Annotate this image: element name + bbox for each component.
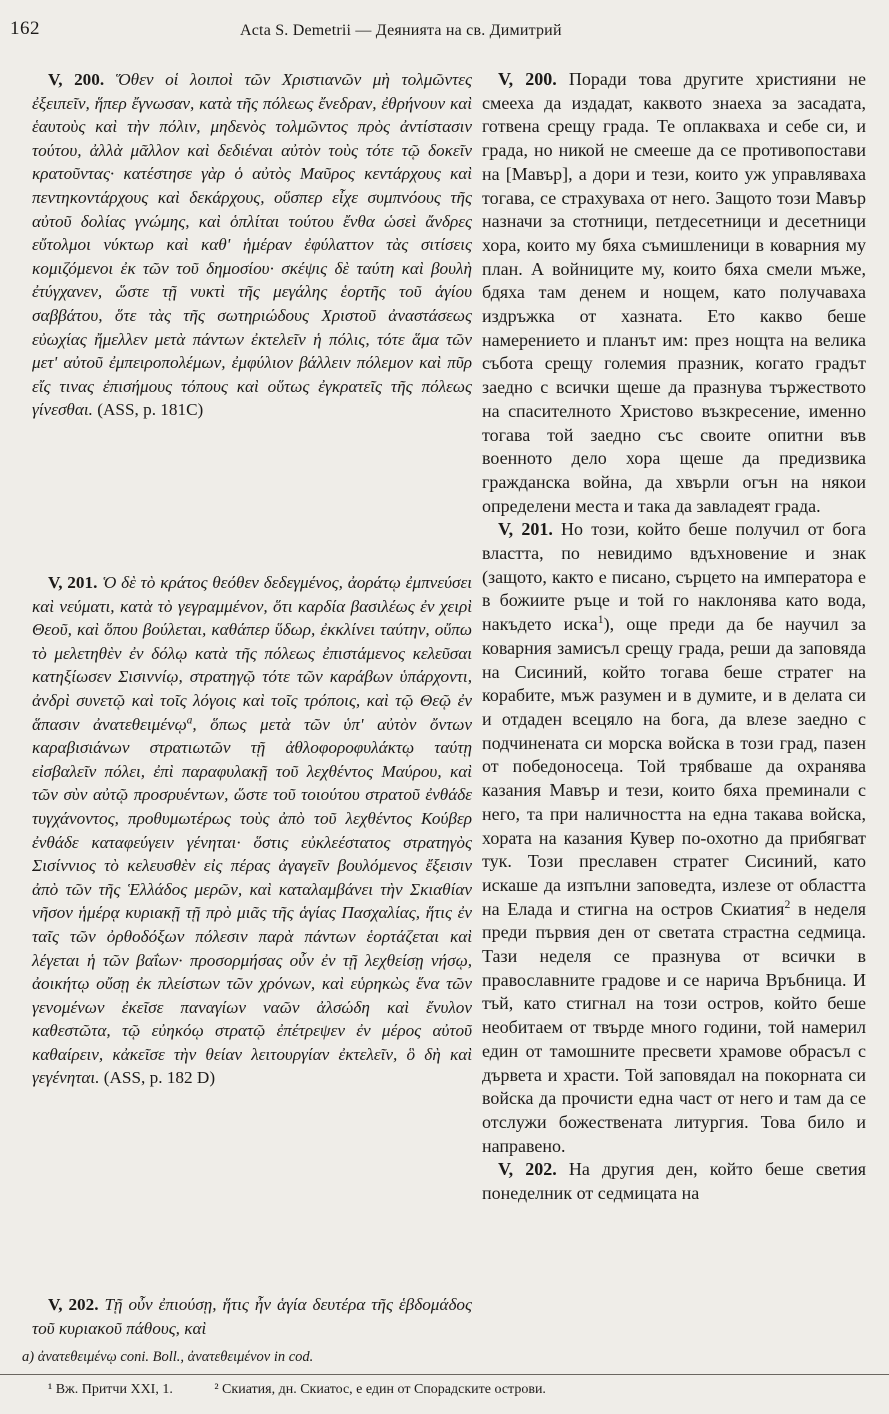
running-head: Acta S. Demetrii — Деянията на св. Димитрий	[240, 22, 562, 39]
greek-paragraph-202	[32, 1293, 472, 1340]
page-number: 162	[10, 18, 40, 39]
greek-paragraph-200	[32, 68, 472, 422]
paragraph-label: V, 201.	[498, 519, 553, 540]
footnotes	[48, 1382, 888, 1398]
bulgarian-paragraph-202	[482, 1158, 866, 1205]
footnote-divider	[0, 1374, 889, 1375]
paragraph-text-continued: в неделя преди първия ден от светата страстна седмица. Тази неделя се празнува от всички в православните градове и се нарича Връбница. И тъй, като стигнал на този остров, който беше необитаем от твърде много години, той намерил един от тамошните пресвети храмове обрасъл с дървета и храсти. Той заповядал на покорната си войска да прочисти една част от него и там да се отслужи божествената литургия. Това било и направено.	[482, 898, 866, 1156]
source-reference: (ASS, p. 181C)	[97, 400, 204, 420]
apparatus-marker: a	[186, 713, 193, 726]
bulgarian-column	[482, 68, 866, 1206]
paragraph-label: V, 200.	[48, 70, 105, 89]
footnote-marker-1: 1	[597, 613, 604, 627]
critical-apparatus: a) ἀνατεθειμένῳ coni. Boll., ἀνατεθειμένον in cod.	[22, 1349, 314, 1365]
paragraph-label: V, 200.	[498, 69, 557, 89]
paragraph-text: На другия ден, който беше светия понеделник от седмицата на	[482, 1159, 866, 1204]
source-reference: (ASS, p. 182 D)	[103, 1068, 216, 1088]
bulgarian-paragraph-201	[482, 518, 866, 1158]
paragraph-label: V, 201.	[48, 573, 98, 592]
footnote-1: ¹ Вж. Притчи XXI, 1.	[48, 1382, 173, 1397]
paragraph-text: Ὁ δὲ τὸ κράτος θεόθεν δεδεγμένος, ἀοράτῳ ἐμπνεύσει καὶ νεύματι, κατὰ τὸ γεγραμμένον, ὅτι καρδία βασιλέως ἐν χειρὶ Θεοῦ, καὶ ὅπου βούλεται, καθάπερ ὕδωρ, ἐκκλίνει ταύτην, οὔπω τὸ μελετηθὲν ἐν δόλῳ κατὰ τῆς πόλεως ἐπιστάμενος κελεῦσαι κατηξίωσεν Σισιννίῳ, στρατηγῷ τότε τῶν καράβων ὑπάρχοντι, ἀνδρὶ συνετῷ καὶ τοῖς λόγοις καὶ τοῖς τρόποις, καὶ τῷ Θεῷ ἐν ἅπασιν ἀνατεθειμένῳ	[32, 573, 472, 734]
paragraph-text-continued: , ὅπως μετὰ τῶν ὑπ' αὐτὸν ὄντων καραβισιάνων στρατιωτῶν τῇ ἀθλοφοροφυλάκτῳ ταύτῃ εἰσβαλεῖν πόλει, ἐπὶ παραφυλακῇ τοῦ λεχθέντος Μαύρου, καὶ τῶν σὺν αὐτῷ προσρυέντων, ὥστε τοῦ τοιούτου στρατοῦ ἐνθάδε τυγχάνοντος, προθυμωτέρως τοὺς ἀπὸ τοῦ λεχθέντος Κούβερ ἐνθάδε καταφεύγειν γένηται· ὅστις εὐκλεέστατος στρατηγὸς Σισίννιος τὸ κελευσθὲν εἰς πέρας ἀγαγεῖν βουλόμενος ἔξεισιν ἀπὸ τῶν τῆς Ἑλλάδος μερῶν, καὶ καταλαμβάνει τὴν Σκιαθίαν νῆσον ἡμέρᾳ κυριακῇ τῇ πρὸ μιᾶς τῆς ἁγίας Πασχαλίας, ἥτις ἐν ταῖς τῶν ὀρθοδόξων πόλεσιν παρὰ πάντων ἑορτάζεται καὶ λέγεται ἡ τῶν βαΐων· προσορμήσας οὖν ἐν τῇ λεχθείσῃ νήσῳ, ἀοικήτῳ οὔσῃ ἐκ πλείστων τῶν χρόνων, καὶ εὑρηκὼς ἕνα τῶν γενομένων ἐκεῖσε παναγίων ναῶν ἀλσώδη καὶ ἔνυλον καθεστῶτα, τῷ εὐηκόῳ στρατῷ ἐπέτρεψεν ἐν μέρος αὐτοῦ καθαίρειν, κἀκεῖσε τὴν θείαν λειτουργίαν ἐκτελεῖν, ὃ δὴ καὶ γεγένηται.	[32, 714, 472, 1088]
footnote-2: ² Скиатия, дн. Скиатос, е един от Спорадските острови.	[214, 1382, 546, 1397]
paragraph-text: Ὅθεν οἱ λοιποὶ τῶν Χριστιανῶν μὴ τολμῶντες ἐξειπεῖν, ἥπερ ἔγνωσαν, κατὰ τῆς πόλεως ἔνεδραν, ἐθρήνουν καὶ ἑαυτοὺς καὶ τὴν πόλιν, μηδενὸς τολμῶντος πρὸς ἀντίστασιν τούτου, ἀλλὰ μᾶλλον καὶ δεδιέναι αὐτὸν τοὺς τότε τῷ δοκεῖν κρατοῦντας· κατέστησε γὰρ ὁ αὐτὸς Μαῦρος κεντάρχους καὶ πεντηκοντάρχους καὶ δεκάρχους, οὕσπερ εἶχε συμπνόους τῆς αὐτοῦ δολίας γνώμης, καὶ ὁπλίται τούτου ἔνθα ὡσεὶ ἄνδρες εὔτολμοι νύκτωρ καὶ καθ' ἡμέραν ἐφύλαττον τὰς σιτίσεις κομιζόμενοι ἐκ τῶν τοῦ δημοσίου· σκέψις δὲ ταύτη καὶ βουλὴ ἐτύγχανεν, ὥστε τῇ νυκτὶ τῆς μεγάλης ἑορτῆς τοῦ ἁγίου σαββάτου, ὅτε τὰς τῆς σωτηριώδους Χριστοῦ ἀναστάσεως εὐωχίας ἤμελλεν μετὰ πάντων ἐκτελεῖν ἡ πόλις, τότε ἅμα τῶν μετ' αὐτοῦ ἐμπειροπολέμων, ἐμφύλιον βάλλειν πόλεμον καὶ πῦρ εἴς τινας ἐπισήμους τόπους καὶ οὕτως ἐγκρατεῖς τῆς πόλεως γίνεσθαι.	[32, 70, 473, 420]
paragraph-text: Поради това другите християни не смееха да издадат, каквото знаеха за засадата, готвена срещу града. Те оплакваха и себе си, и града, но никой не смееше да се противопостави на [Мавър], а дори и тези, които уж управляваха тогава, се страхуваха от него. Защото този Мавър назначи за стотници, петдесетници и десетници хора, които му бяха съмишленици в коварния му план. А войниците му, които бяха смели мъже, бдяха там денем и нощем, като получаваха издръжка от хазната. Ето какво беше намерението и планът им: през нощта на велика събота срещу големия празник, когато градът заедно с всички щеше да празнува тържеството на спасителното Христово възкресение, именно тогава той заедно със своите опитни във военното дело хора щеше да предизвика гражданска война, да хвърли огън на някои определени места и така да завладеят града.	[482, 69, 866, 516]
paragraph-text-continued: ), още преди да бе научил за коварния замисъл срещу града, реши да заповяда на Сисиний, който тогава беше стратег на корабите, мъж разумен и в думите, и в делата си и отдаден всецяло на бога, да влезе заедно с подчинената си морска войска в този град, пазен от победоносеца. Той трябваше да охранява казания Мавър и тези, които бяха преминали с него, та при наличността на една такава войска, хората на казания Кувер по-охотно да прибягват тук. Този преславен стратег Сисиний, като искаше да изпълни заповедта, излезе от областта на Елада и стигна на остров Скиатия	[482, 614, 866, 919]
footnote-marker-2: 2	[784, 897, 791, 911]
paragraph-label: V, 202.	[498, 1159, 557, 1180]
bulgarian-paragraph-200	[482, 68, 866, 518]
greek-paragraph-201	[32, 571, 472, 1090]
paragraph-label: V, 202.	[48, 1295, 99, 1314]
paragraph-text: Но този, който беше получил от бога властта, по невидимо вдъхновение и знак (защото, както е писано, сърцето на императора е в божиите ръце и той го наклонява като вода, накъдето иска	[482, 519, 866, 635]
paragraph-text: Τῇ οὖν ἐπιούσῃ, ἥτις ἦν ἁγία δευτέρα τῆς ἑβδομάδος τοῦ κυριακοῦ πάθους, καὶ	[32, 1295, 473, 1338]
